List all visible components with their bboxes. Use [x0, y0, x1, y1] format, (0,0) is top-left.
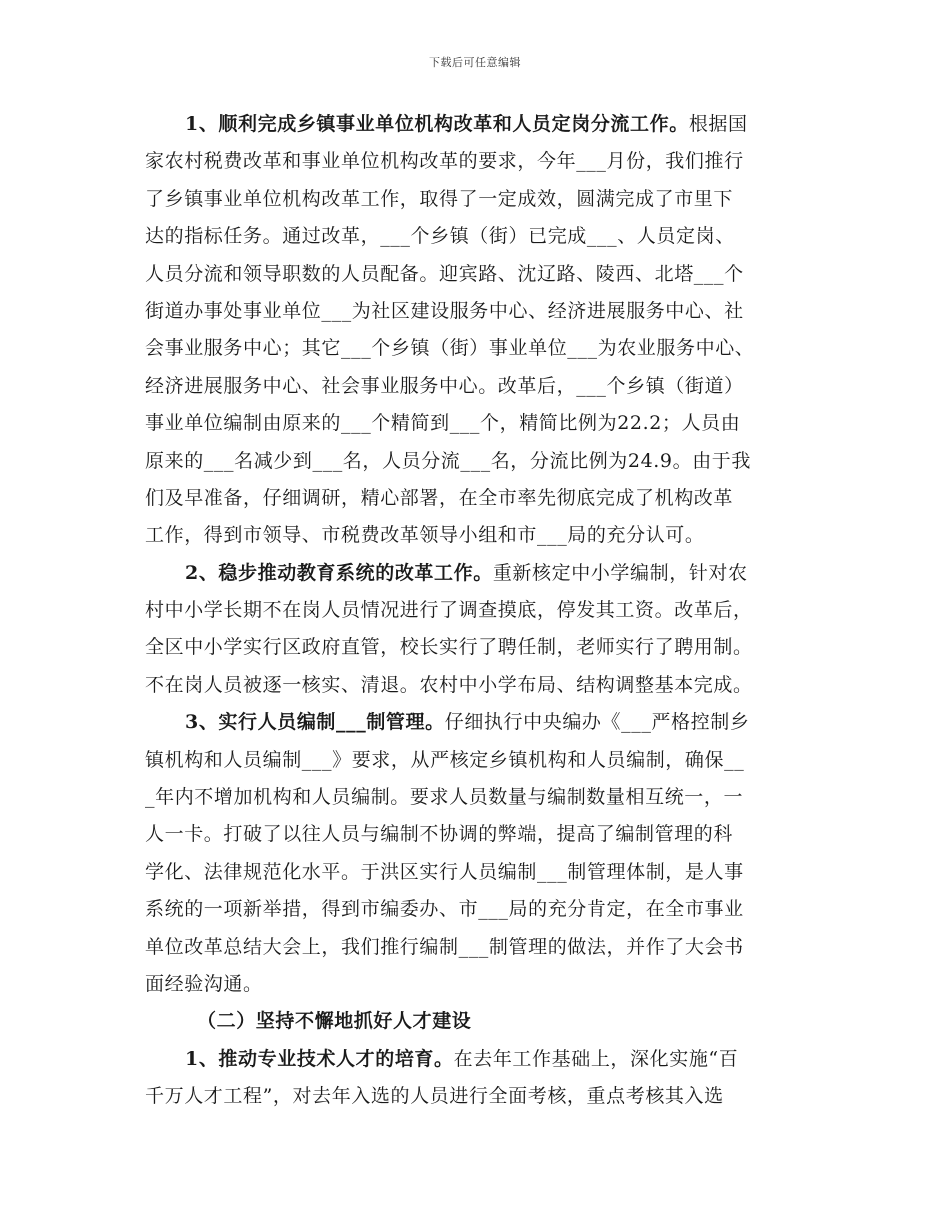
paragraph-1-line: 们及早准备，仔细调研，精心部署，在全市率先彻底完成了机构改革 [145, 486, 734, 509]
paragraph-3-line-1 [145, 704, 805, 741]
paragraph-1-text: 根据国 [688, 113, 748, 135]
paragraph-1-line: 原来的___名减少到___名，人员分流___名，分流比例为24.9。由于我 [145, 449, 752, 472]
paragraph-2-text: 重新核定中小学编制，针对农 [492, 561, 748, 584]
paragraph-4-line: 千万人才工程”，对去年入选的人员进行全面考核，重点考核其入选 [145, 1085, 724, 1108]
paragraph-4-text: 在去年工作基础上，深化实施“百 [453, 1047, 739, 1070]
paragraph-2-line: 不在岗人员被逐一核实、清退。农村中小学布局、结构调整基本完成。 [145, 673, 753, 696]
page-header: 下载后可任意编辑 [429, 56, 521, 69]
paragraph-3-line: 单位改革总结大会上，我们推行编制___制管理的做法，并作了大会书 [145, 935, 744, 958]
section-heading: （二）坚持不懈地抓好人才建设 [197, 1010, 472, 1033]
paragraph-1-line: 人员分流和领导职数的人员配备。迎宾路、沈辽路、陵西、北塔___个 [145, 262, 744, 285]
paragraph-2-heading: 2、稳步推动教育系统的改革工作。 [185, 561, 493, 584]
paragraph-3-line: _年内不增加机构和人员编制。要求人员数量与编制数量相互统一，一 [145, 786, 744, 809]
paragraph-2-line: 全区中小学实行区政府直管，校长实行了聘任制，老师实行了聘用制。 [145, 636, 753, 659]
paragraph-1-line: 达的指标任务。通过改革，___个乡镇（街）已完成___、人员定岗、 [145, 225, 735, 248]
paragraph-4-line-1 [145, 1041, 805, 1078]
paragraph-1-line-1 [145, 106, 805, 143]
paragraph-1-line: 家农村税费改革和事业单位机构改革的要求，今年___月份，我们推行 [145, 150, 744, 173]
paragraph-1-heading: 1、顺利完成乡镇事业单位机构改革和人员定岗分流工作。 [185, 113, 689, 135]
paragraph-1-line: 了乡镇事业单位机构改革工作，取得了一定成效，圆满完成了市里下 [145, 187, 734, 210]
paragraph-1-line: 工作，得到市领导、市税费改革领导小组和市___局的充分认可。 [145, 524, 705, 547]
paragraph-1-line: 事业单位编制由原来的___个精简到___个，精简比例为22.2；人员由 [145, 412, 741, 435]
paragraph-3-line: 学化、法律规范化水平。于洪区实行人员编制___制管理体制，是人事 [145, 860, 744, 883]
paragraph-3-line: 系统的一项新举措，得到市编委办、市___局的充分肯定，在全市事业 [145, 898, 744, 921]
paragraph-1-line: 经济进展服务中心、社会事业服务中心。改革后，___个乡镇（街道） [145, 374, 744, 397]
paragraph-3-line: 人一卡。打破了以往人员与编制不协调的弊端，提高了编制管理的科 [145, 823, 734, 846]
paragraph-2-line: 村中小学长期不在岗人员情况进行了调查摸底，停发其工资。改革后， [145, 599, 753, 622]
paragraph-2-line-1 [145, 555, 805, 592]
paragraph-1-line: 会事业服务中心；其它___个乡镇（街）事业单位___为农业服务中心、 [145, 337, 755, 360]
paragraph-4-heading: 1、推动专业技术人才的培育。 [185, 1047, 454, 1070]
paragraph-3-text: 仔细执行中央编办《___严格控制乡 [444, 711, 750, 734]
paragraph-3-line: 面经验沟通。 [145, 972, 263, 995]
paragraph-1-line: 街道办事处事业单位___为社区建设服务中心、经济进展服务中心、社 [145, 299, 744, 322]
paragraph-3-heading: 3、实行人员编制___制管理。 [185, 711, 445, 734]
paragraph-3-line: 镇机构和人员编制___》要求，从严核定乡镇机构和人员编制，确保__ [145, 748, 745, 771]
document-body [145, 106, 805, 1116]
